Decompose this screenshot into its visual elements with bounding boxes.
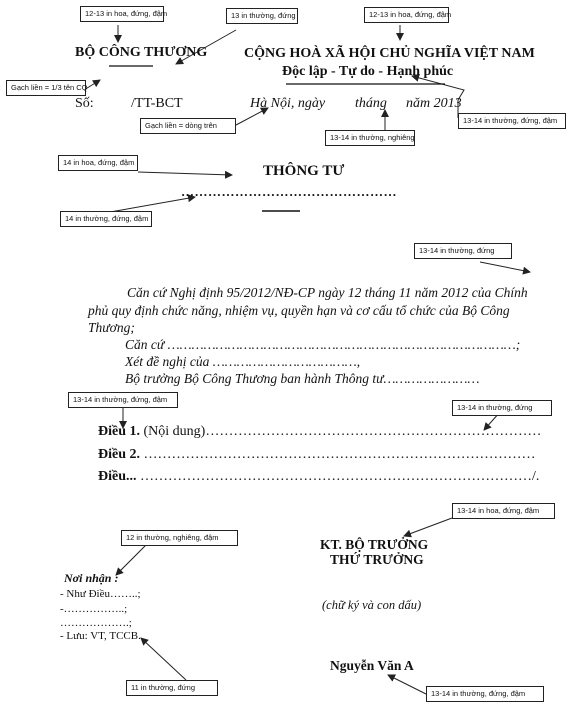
seal-note: (chữ ký và con dấu) bbox=[322, 598, 422, 612]
country-name: CỘNG HOÀ XÃ HỘI CHỦ NGHĨA VIỆT NAM bbox=[244, 46, 535, 61]
basis-line-1c: Thương; bbox=[88, 320, 135, 335]
callout-box: 14 in hoa, đứng, đậm bbox=[58, 155, 138, 171]
place-date: Hà Nội, ngày bbox=[250, 96, 326, 111]
doc-subject: ………………………………………… bbox=[181, 184, 397, 199]
basis-line-1: Căn cứ Nghị định 95/2012/NĐ-CP ngày 12 tháng 11 năm 2012 của Chính bbox=[127, 285, 528, 300]
basis-line-4: Bộ trưởng Bộ Công Thương ban hành Thông tư…………………… bbox=[125, 371, 480, 386]
recipient-item: - Như Điều……..; bbox=[60, 588, 141, 600]
recipient-item: ……………….; bbox=[60, 617, 132, 629]
callout-box: 12-13 in hoa, đứng, đậm bbox=[80, 6, 164, 22]
callout-box: 14 in thường, đứng, đậm bbox=[60, 211, 152, 227]
article-text: …………………………………………………………………………/. bbox=[140, 469, 540, 484]
basis-line-2: Căn cứ ……………………………………………………………………………; bbox=[125, 337, 521, 352]
callout-box: 13-14 in thường, nghiêng bbox=[325, 130, 415, 146]
doc-number-suffix: /TT-BCT bbox=[131, 96, 183, 111]
callout-box: 13-14 in thường, đứng bbox=[414, 243, 512, 259]
callout-box: 13-14 in thường, đứng, đậm bbox=[426, 686, 544, 702]
callout-box: 12 in thường, nghiêng, đậm bbox=[121, 530, 238, 546]
arrow-c10 bbox=[480, 262, 530, 272]
month-label: tháng bbox=[355, 96, 387, 111]
callout-box: 12-13 in hoa, đứng, đậm bbox=[364, 7, 449, 23]
basis-line-3: Xét đề nghị của ………………………………, bbox=[125, 354, 361, 369]
callout-box: 13-14 in thường, đứng, đậm bbox=[68, 392, 178, 408]
article-2 bbox=[98, 447, 536, 463]
callout-box: Gạch liền = dòng trên bbox=[140, 118, 236, 134]
article-label: Điều 1. bbox=[98, 424, 140, 439]
signer-position-1: KT. BỘ TRƯỞNG bbox=[320, 537, 429, 552]
doc-title: THÔNG TƯ bbox=[263, 163, 345, 179]
arrow-c13 bbox=[404, 518, 452, 536]
article-text: (Nội dung)……………………………………………………………… bbox=[143, 424, 542, 439]
article-text: ………………………………………………………………………… bbox=[143, 447, 536, 462]
callout-box: 13-14 in thường, đứng, đậm bbox=[458, 113, 566, 129]
basis-line-1b: phủ quy định chức năng, nhiệm vụ, quyền hạn và cơ cấu tổ chức của Bộ Công bbox=[88, 303, 510, 318]
arrow-c8 bbox=[138, 172, 232, 175]
callout-box: 13-14 in thường, đứng bbox=[452, 400, 552, 416]
arrow-c15 bbox=[141, 638, 186, 680]
recipient-item: - Lưu: VT, TCCB. bbox=[60, 630, 141, 642]
recipient-item: -……………..; bbox=[60, 603, 128, 615]
callout-box: 13-14 in hoa, đứng, đậm bbox=[452, 503, 555, 519]
arrow-c14 bbox=[116, 543, 148, 575]
doc-number-prefix: Số: bbox=[75, 96, 94, 111]
year-label: năm 2013 bbox=[406, 96, 462, 111]
callout-box: 11 in thường, đứng bbox=[126, 680, 218, 696]
national-motto: Độc lập - Tự do - Hạnh phúc bbox=[282, 64, 454, 79]
signer-name: Nguyễn Văn A bbox=[330, 658, 414, 673]
callout-box: 13 in thường, đứng bbox=[226, 8, 298, 24]
signer-position-2: THỨ TRƯỞNG bbox=[330, 552, 424, 567]
arrow-c16 bbox=[388, 675, 426, 694]
article-label: Điều... bbox=[98, 469, 137, 484]
recipients-heading: Nơi nhận : bbox=[64, 571, 119, 585]
article-label: Điều 2. bbox=[98, 447, 140, 462]
article-n bbox=[98, 469, 539, 485]
article-1 bbox=[98, 424, 541, 440]
ministry-name: BỘ CÔNG THƯƠNG bbox=[75, 45, 208, 60]
callout-box: Gạch liền = 1/3 tên CQ bbox=[6, 80, 86, 96]
